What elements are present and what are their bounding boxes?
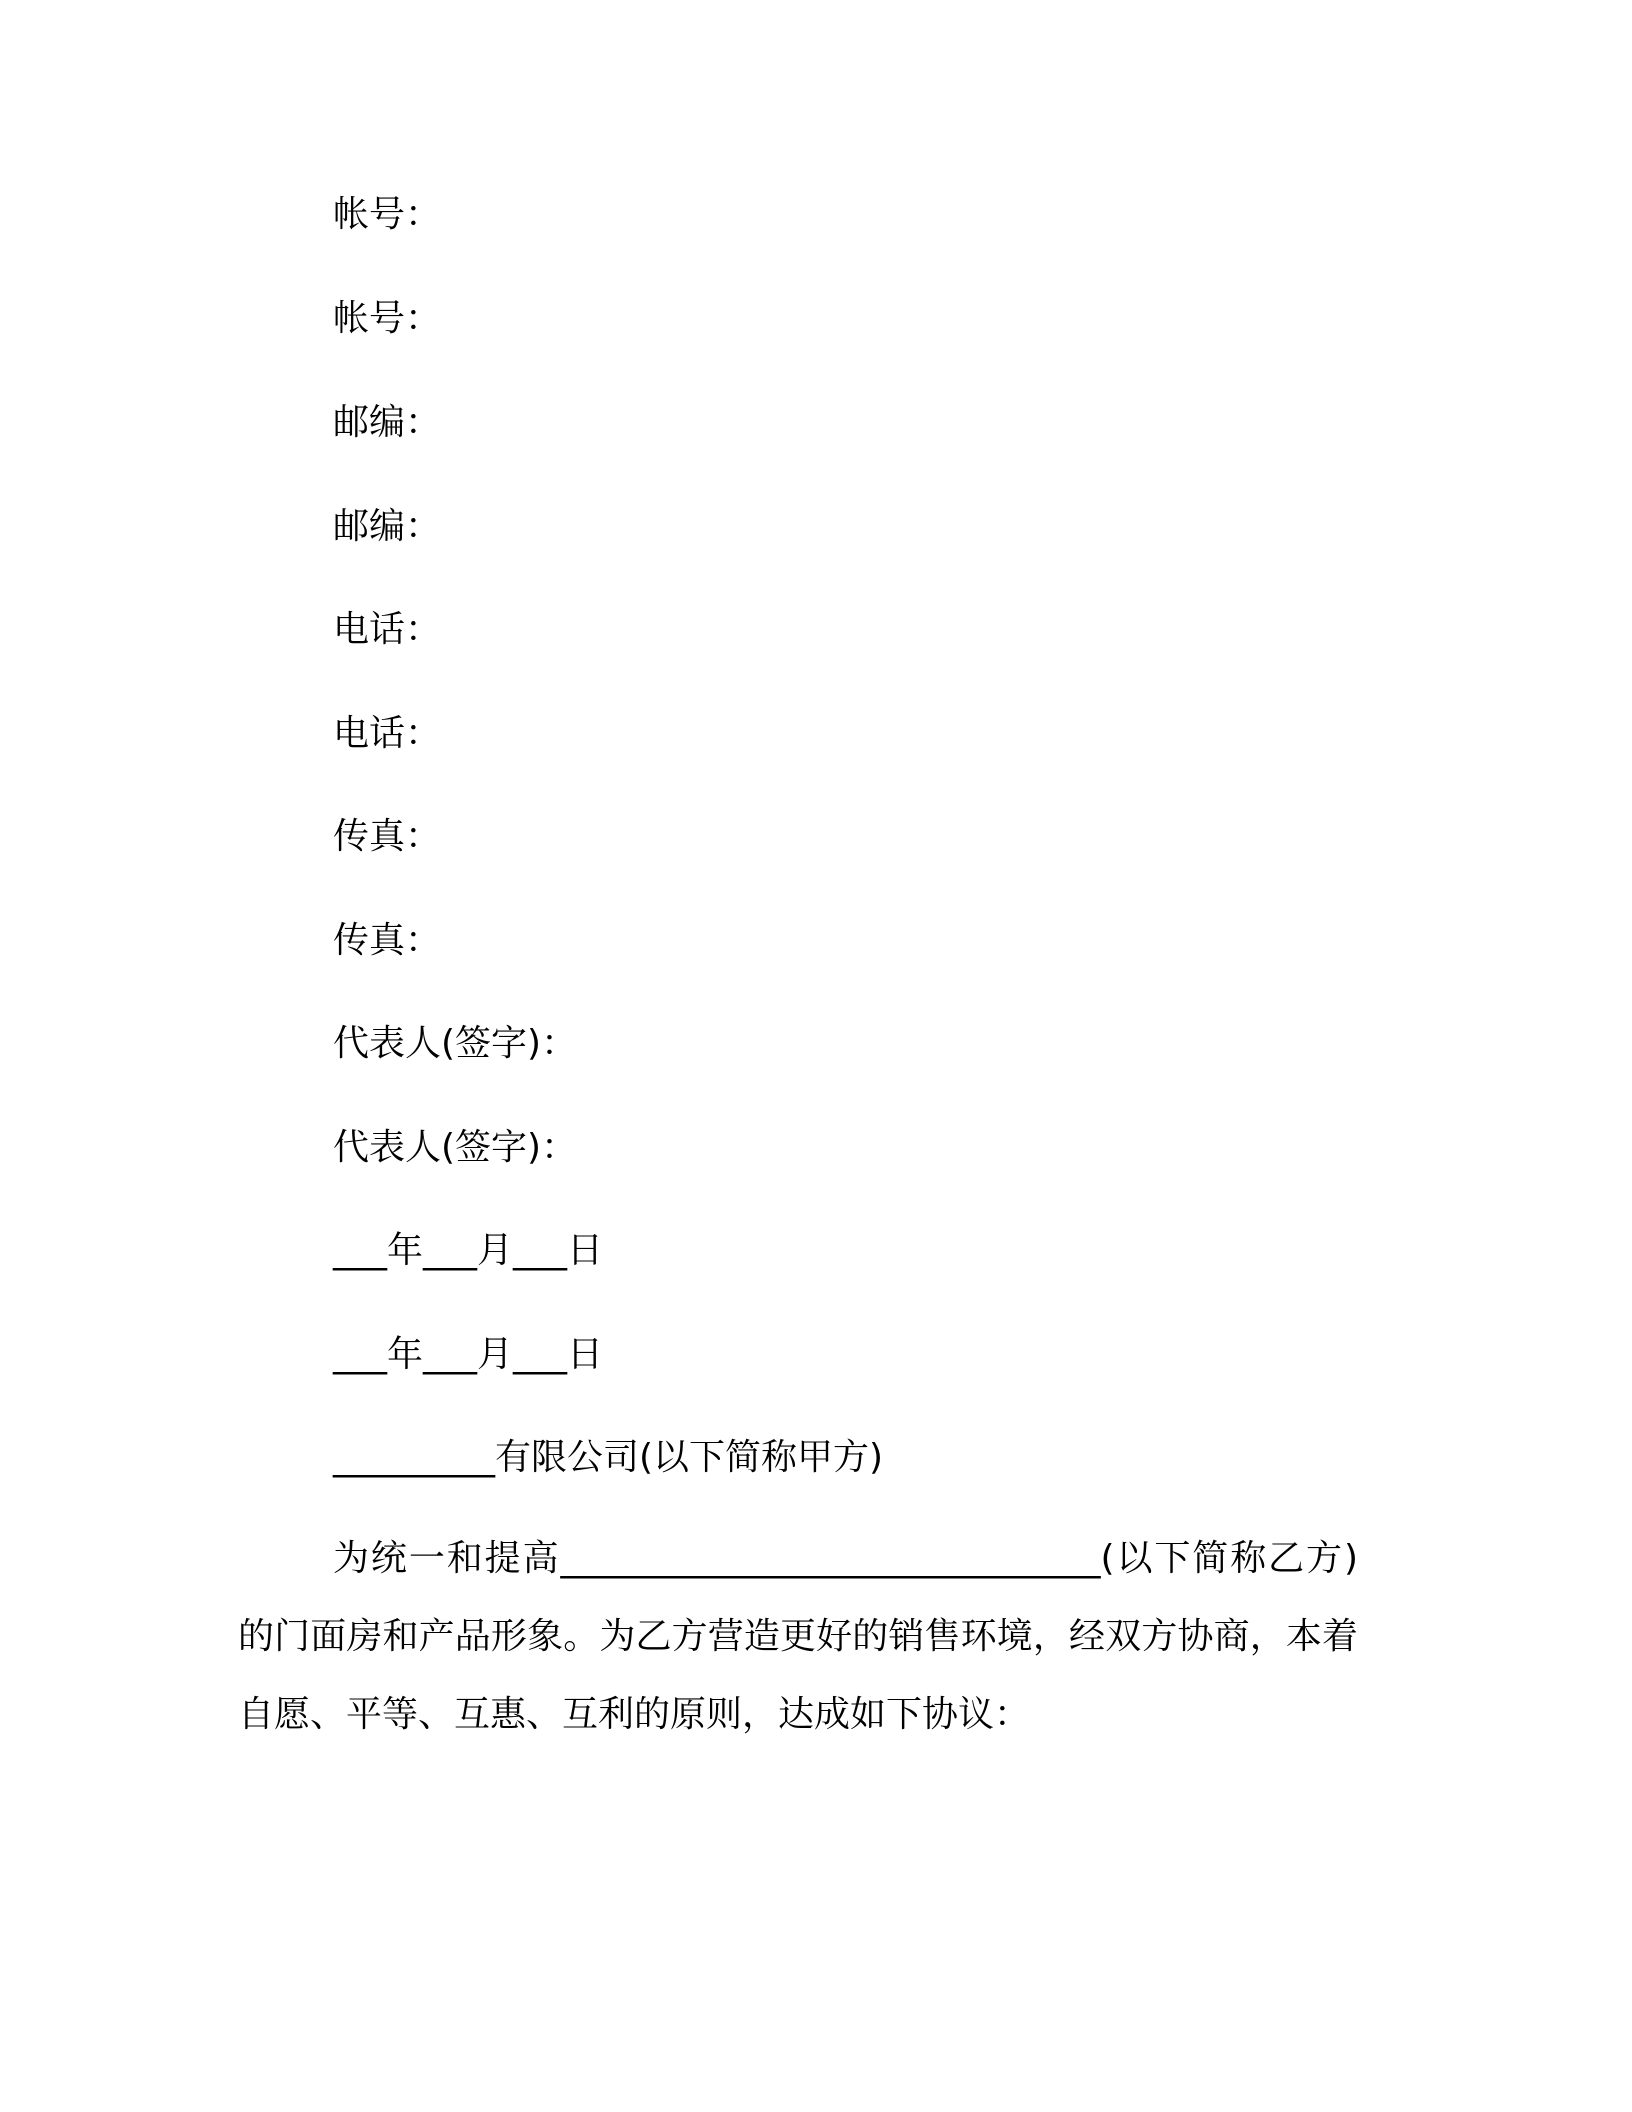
- date-line-2: ___年___月___日: [333, 1334, 604, 1375]
- company-line: _________有限公司(以下简称甲方): [333, 1437, 884, 1478]
- representative-signature-label-2: 代表人(签字)：: [333, 1127, 578, 1168]
- fax-label-1: 传真：: [333, 816, 442, 857]
- account-label-2: 帐号：: [333, 298, 442, 339]
- account-label-1: 帐号：: [333, 194, 442, 235]
- intro-paragraph: 为统一和提高______________________________(以下简称乙方)的门面房和产品形象。为乙方营造更好的销售环境，经双方协商，本着自愿、平等、互惠、互利的原则，达成如下协议：: [238, 1538, 1358, 1735]
- fax-label-2: 传真：: [333, 920, 442, 961]
- phone-label-2: 电话：: [333, 713, 442, 754]
- postcode-label-2: 邮编：: [333, 506, 442, 547]
- date-line-1: ___年___月___日: [333, 1230, 604, 1271]
- postcode-label-1: 邮编：: [333, 402, 442, 443]
- representative-signature-label-1: 代表人(签字)：: [333, 1023, 578, 1064]
- phone-label-1: 电话：: [333, 609, 442, 650]
